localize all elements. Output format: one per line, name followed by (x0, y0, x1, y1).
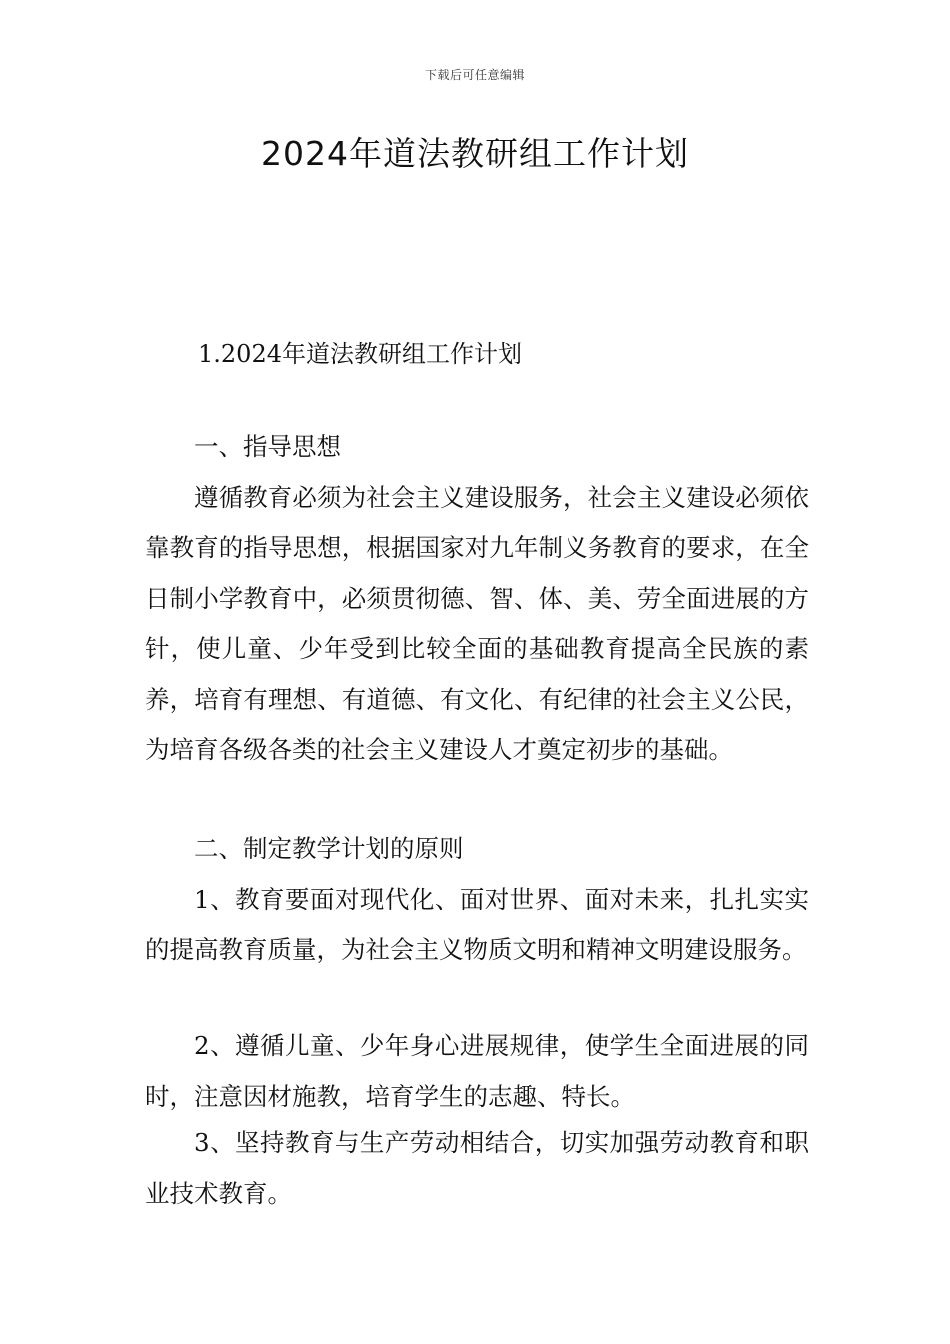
section-reference: 1.2024年道法教研组工作计划 (198, 340, 522, 368)
section-heading: 一、指导思想 (194, 432, 341, 461)
principle-block (145, 1021, 809, 1122)
body-paragraph: 遵循教育必须为社会主义建设服务，社会主义建设必须依靠教育的指导思想，根据国家对九年制义务教育的要求，在全日制小学教育中，必须贯彻德、智、体、美、劳全面进展的方针，使儿童、少年受到比较全面的基础教育提高全民族的素养，培育有理想、有道德、有文化、有纪律的社会主义公民，为培育各级各类的社会主义建设人才奠定初步的基础。 (145, 482, 809, 764)
header-note: 下载后可任意编辑 (424, 68, 525, 82)
section-guiding-ideology (145, 422, 809, 776)
document-title: 2024年道法教研组工作计划 (261, 134, 689, 173)
principle-item: 3、坚持教育与生产劳动相结合，切实加强劳动教育和职业技术教育。 (145, 1128, 809, 1208)
principle-item: 1、教育要面对现代化、面对世界、面对未来，扎扎实实的提高教育质量，为社会主义物质文明和精神文明建设服务。 (145, 884, 809, 964)
section-principles (145, 824, 809, 976)
principle-item: 2、遵循儿童、少年身心进展规律，使学生全面进展的同时，注意因材施教，培育学生的志趣、特长。 (145, 1031, 809, 1111)
principle-block (145, 1118, 809, 1219)
section-heading: 二、制定教学计划的原则 (194, 834, 464, 863)
